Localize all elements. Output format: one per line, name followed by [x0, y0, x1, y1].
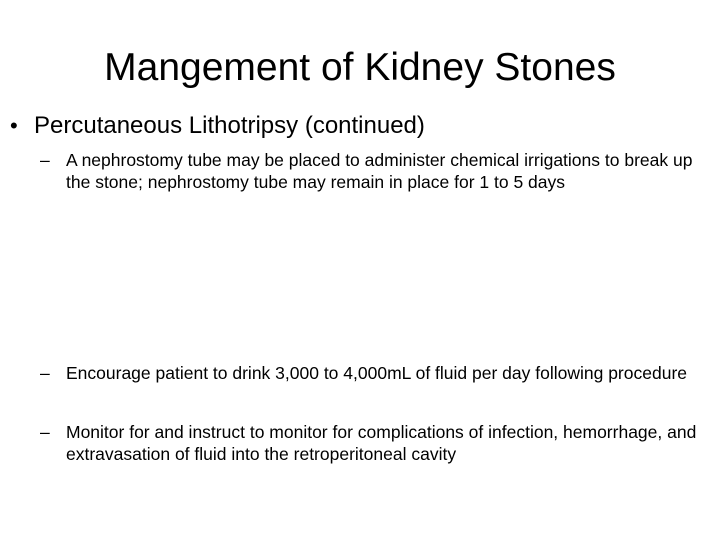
subbullet-marker: – [40, 422, 50, 442]
bullet-percutaneous-lithotripsy [10, 110, 700, 142]
slide-title: Mangement of Kidney Stones [104, 46, 616, 89]
subbullet-marker: – [40, 363, 50, 383]
subbullet-text: Monitor for and instruct to monitor for complications of infection, hemorrhage, and extravasation of fluid into the retroperitoneal cavity [66, 422, 697, 464]
bullet-marker: • [10, 113, 18, 138]
subbullet-nephrostomy-tube [40, 149, 712, 193]
subbullet-text: Encourage patient to drink 3,000 to 4,000mL of fluid per day following procedure [66, 363, 688, 383]
subbullet-monitor-complications [40, 421, 712, 465]
subbullet-text: A nephrostomy tube may be placed to administer chemical irrigations to break up the stone; nephrostomy tube may remain in place for 1 to 5 days [66, 150, 693, 192]
bullet-text: Percutaneous Lithotripsy (continued) [34, 112, 425, 139]
subbullet-marker: – [40, 150, 50, 170]
subbullet-fluid-intake [40, 362, 712, 384]
